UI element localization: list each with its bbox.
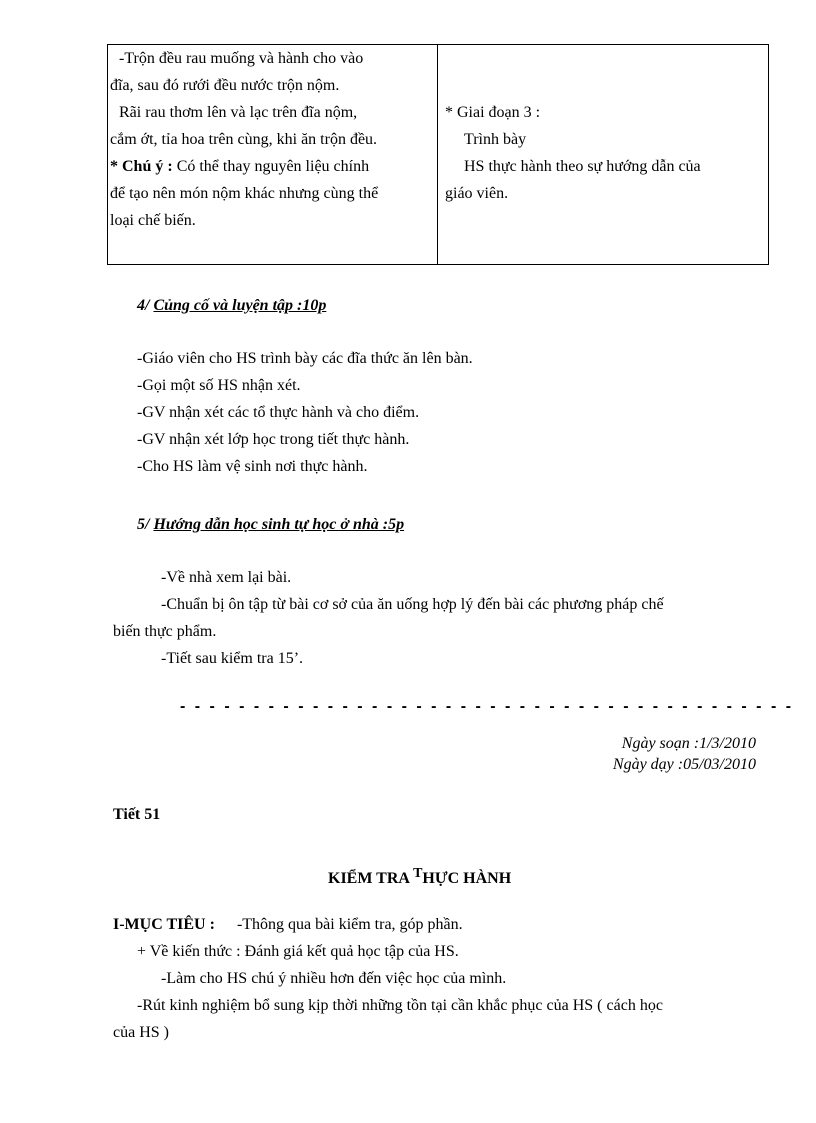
section-5-heading xyxy=(137,516,404,534)
section-4-line: -GV nhận xét các tổ thực hành và cho điểm. xyxy=(137,404,420,421)
table-left-line: loại chế biến. xyxy=(110,212,196,229)
dashed-divider: - - - - - - - - - - - - - - - - - - - - - - - - - - - - - - - - - - - - - - - - - - xyxy=(180,698,794,715)
title-part-3: HỰC HÀNH xyxy=(422,870,512,887)
lesson-number: Tiết 51 xyxy=(113,806,161,823)
table-left-line: Rãi rau thơm lên và lạc trên đĩa nộm, xyxy=(119,104,358,121)
table-right-line: HS thực hành theo sự hướng dẫn của xyxy=(464,158,701,175)
section-5-line: -Về nhà xem lại bài. xyxy=(161,569,292,586)
section-4-line: -Gọi một số HS nhận xét. xyxy=(137,377,301,394)
section-5-line: biến thực phẩm. xyxy=(113,623,217,640)
note-line xyxy=(110,158,369,176)
table-right-line: giáo viên. xyxy=(445,185,509,202)
table-right-cell xyxy=(438,45,769,265)
title-part-1: KIỂM TRA xyxy=(328,870,414,887)
section-5-number: 5/ xyxy=(137,516,150,533)
table-left-line: để tạo nên món nộm khác nhưng cùng thể xyxy=(110,185,379,202)
date-taught: Ngày dạy :05/03/2010 xyxy=(612,756,756,773)
table-left-line: cắm ớt, tỉa hoa trên cùng, khi ăn trộn đều. xyxy=(110,131,378,148)
objectives-line: + Về kiến thức : Đánh giá kết quả học tập của HS. xyxy=(137,943,459,960)
section-5-line: -Tiết sau kiểm tra 15’. xyxy=(161,650,304,667)
table-left-cell xyxy=(108,45,438,265)
table-left-line: -Trộn đều rau muống và hành cho vào xyxy=(119,50,364,67)
section-4-line: -Cho HS làm vệ sinh nơi thực hành. xyxy=(137,458,368,475)
stage-title: Trình bày xyxy=(464,131,527,148)
table-left-line: đĩa, sau đó rưới đều nước trộn nộm. xyxy=(110,77,340,94)
objectives-line: -Làm cho HS chú ý nhiều hơn đến việc học của mình. xyxy=(161,970,507,987)
date-prepared: Ngày soạn :1/3/2010 xyxy=(621,735,756,752)
note-label: * Chú ý : xyxy=(110,158,173,175)
section-5-title: Hướng dẫn học sinh tự học ở nhà :5p xyxy=(153,516,405,533)
objectives-first: -Thông qua bài kiểm tra, góp phần. xyxy=(236,916,463,933)
objectives-line: của HS ) xyxy=(113,1024,169,1041)
stage-label: * Giai đoạn 3 : xyxy=(445,104,541,121)
objectives-first-line xyxy=(113,916,463,934)
page-title xyxy=(328,866,511,888)
lesson-table xyxy=(107,44,769,265)
objectives-line: -Rút kinh nghiệm bổ sung kịp thời những tồn tại cần khắc phục của HS ( cách học xyxy=(137,997,663,1014)
section-4-line: -Giáo viên cho HS trình bày các đĩa thức ăn lên bàn. xyxy=(137,350,473,367)
section-4-number: 4/ xyxy=(137,297,150,314)
section-4-title: Củng cố và luyện tập :10p xyxy=(153,297,327,314)
note-text: Có thể thay nguyên liệu chính xyxy=(176,158,370,175)
section-4-line: -GV nhận xét lớp học trong tiết thực hành. xyxy=(137,431,410,448)
section-4-heading xyxy=(137,297,326,315)
section-5-line: -Chuẩn bị ôn tập từ bài cơ sở của ăn uống hợp lý đến bài các phương pháp chế xyxy=(161,596,664,613)
title-part-2: T xyxy=(413,866,423,881)
objectives-label: I-MỤC TIÊU : xyxy=(113,916,215,933)
